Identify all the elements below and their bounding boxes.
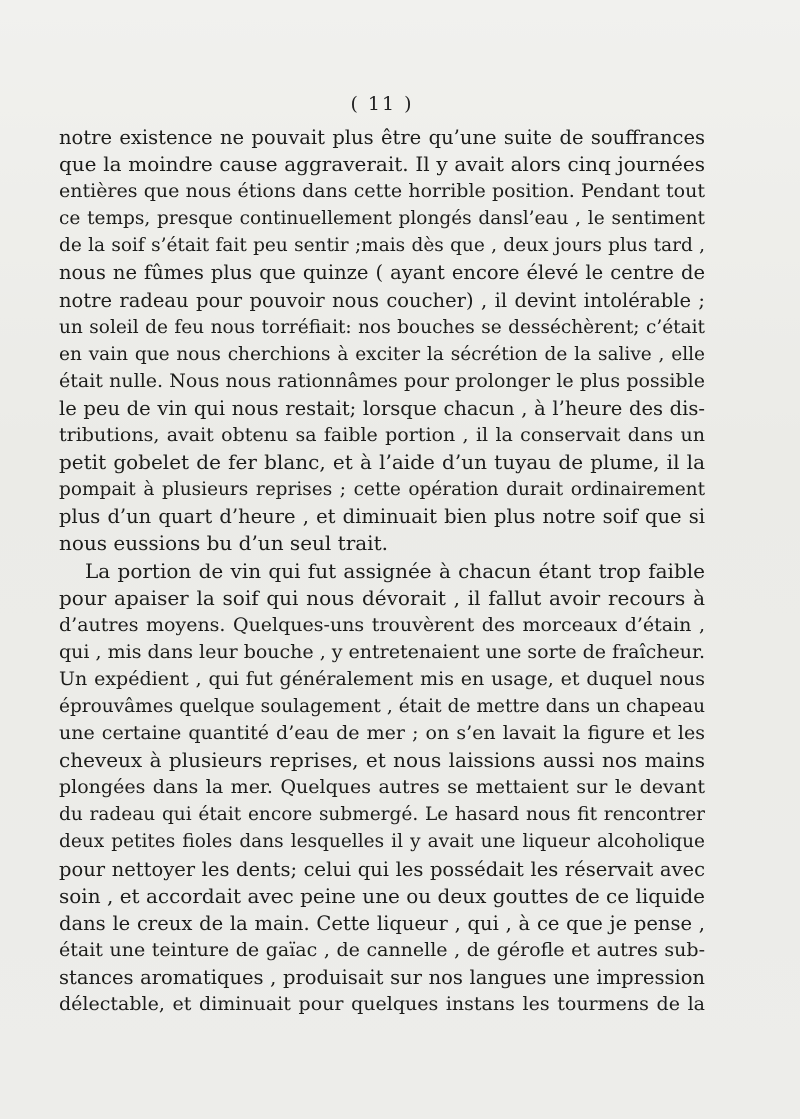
- text-line: nous eussions bu d’un seul trait.: [59, 531, 388, 556]
- text-line: du radeau qui était encore submergé. Le hasard nous fit rencontrer: [59, 804, 705, 826]
- text-line: délectable, et diminuait pour quelques instans les tourmens de la: [59, 993, 705, 1015]
- paragraph-1: [59, 124, 705, 558]
- text-line: pompait à plusieurs reprises ; cette opération durait ordinairement: [59, 479, 705, 501]
- text-line: notre existence ne pouvait plus être qu’une suite de souffrances: [59, 126, 705, 149]
- text-line: de la soif s’était fait peu sentir ;mais dès que , deux jours plus tard ,: [59, 235, 705, 257]
- text-line: pour apaiser la soif qui nous dévorait , il fallut avoir recours à: [59, 585, 705, 610]
- text-line: d’autres moyens. Quelques-uns trouvèrent des morceaux d’étain ,: [59, 613, 705, 636]
- text-line: pour nettoyer les dents; celui qui les possédait les réservait avec: [59, 857, 705, 881]
- text-line: deux petites fioles dans lesquelles il y avait une liqueur alcoholique: [59, 831, 705, 853]
- text-line: soin , et accordait avec peine une ou deux gouttes de ce liquide: [59, 883, 705, 908]
- text-line: qui , mis dans leur bouche , y entretenaient une sorte de fraîcheur.: [59, 640, 705, 663]
- text-line: ce temps, presque continuellement plongés dansl’eau , le sentiment: [59, 208, 705, 230]
- text-line: plongées dans la mer. Quelques autres se mettaient sur le devant: [59, 776, 705, 799]
- text-line: nous ne fûmes plus que quinze ( ayant encore élevé le centre de: [59, 261, 705, 285]
- text-block: [59, 90, 705, 1018]
- text-line: Un expédient , qui fut généralement mis en usage, et duquel nous: [59, 667, 705, 690]
- text-line: petit gobelet de fer blanc, et à l’aide d’un tuyau de plume, il la: [59, 450, 705, 475]
- text-line: cheveux à plusieurs reprises, et nous laissions aussi nos mains: [59, 748, 705, 773]
- text-line: une certaine quantité d’eau de mer ; on s’en lavait la figure et les: [59, 722, 705, 745]
- text-line: que la moindre cause aggraverait. Il y avait alors cinq journées: [59, 152, 705, 177]
- text-line: un soleil de feu nous torréfiait: nos bouches se desséchèrent; c’était: [59, 316, 705, 338]
- page-number: ( 11 ): [350, 93, 414, 115]
- text-line: plus d’un quart d’heure , et diminuait bien plus notre soif que si: [59, 505, 705, 529]
- text-line: entières que nous étions dans cette horrible position. Pendant tout: [59, 180, 705, 203]
- text-line: le peu de vin qui nous restait; lorsque chacun , à l’heure des dis-: [59, 396, 705, 420]
- text-line: stances aromatiques , produisait sur nos langues une impression: [59, 965, 705, 989]
- text-line: tributions, avait obtenu sa faible portion , il la conservait dans un: [59, 424, 705, 447]
- text-line: dans le creux de la main. Cette liqueur , qui , à ce que je pense ,: [59, 911, 705, 935]
- text-line: La portion de vin qui fut assignée à chacun étant trop faible: [85, 558, 705, 583]
- text-line: notre radeau pour pouvoir nous coucher) , il devint intolérable ;: [59, 288, 705, 312]
- text-line: était nulle. Nous nous rationnâmes pour prolonger le plus possible: [59, 369, 705, 392]
- text-line: éprouvâmes quelque soulagement , était de mettre dans un chapeau: [59, 695, 705, 717]
- text-line: était une teinture de gaïac , de cannelle , de gérofle et autres sub-: [59, 938, 705, 961]
- paragraph-2: [59, 558, 705, 1019]
- text-line: en vain que nous cherchions à exciter la sécrétion de la salive , elle: [59, 343, 705, 365]
